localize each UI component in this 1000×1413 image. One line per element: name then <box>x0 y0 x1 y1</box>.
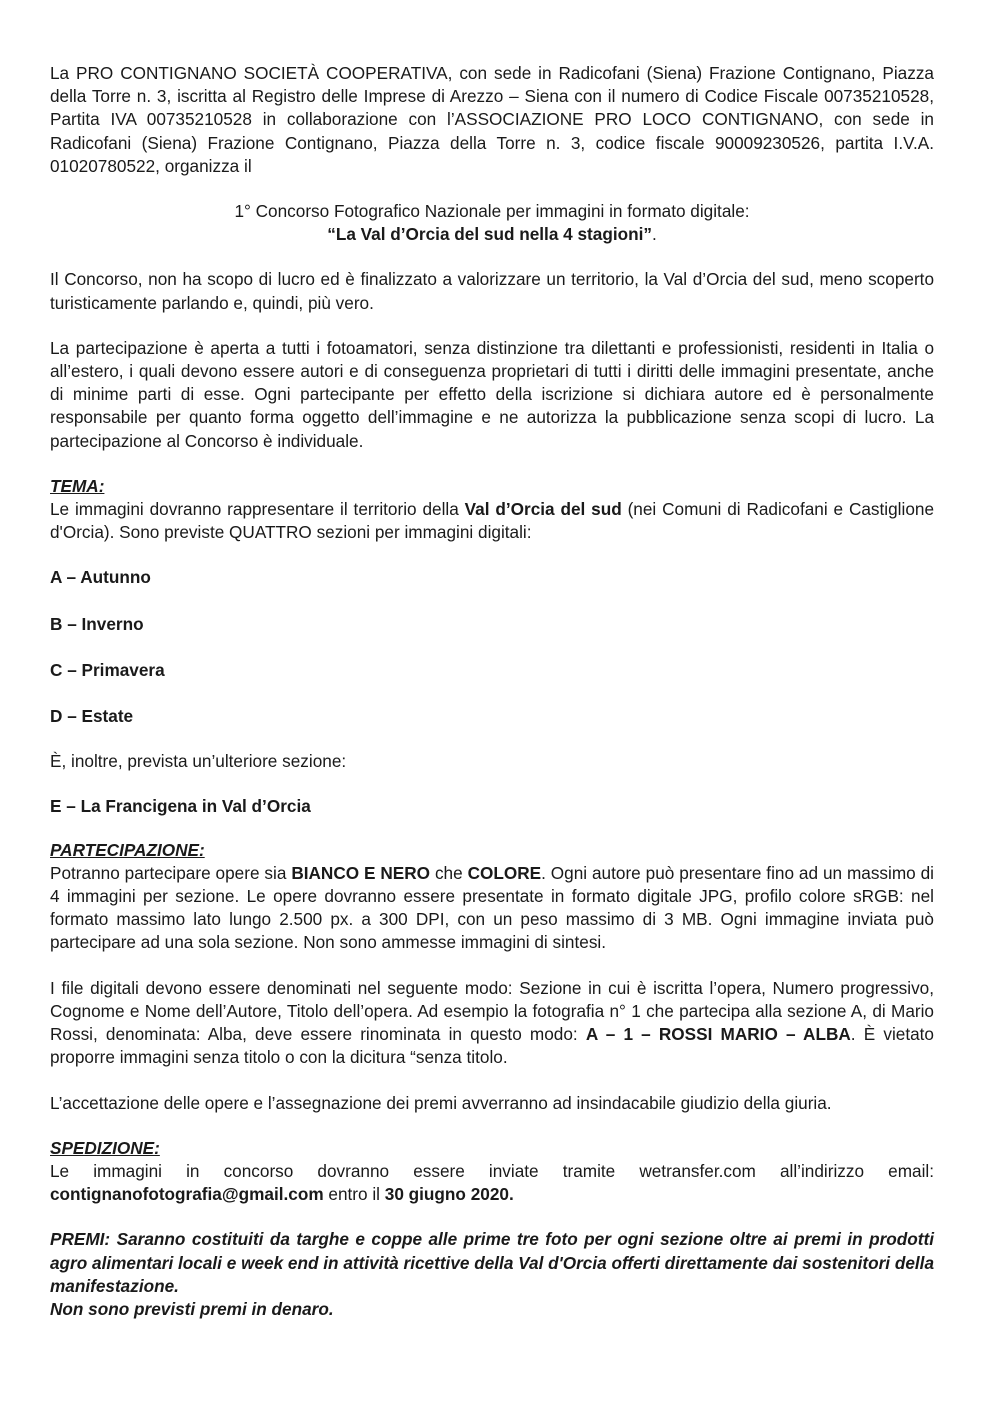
partecipazione-t2: che <box>430 862 468 883</box>
jury-paragraph: L’accettazione delle opere e l’assegnazione dei premi avverranno ad insindacabile giudizio della giuria. <box>50 1092 832 1113</box>
spedizione-paragraph <box>50 1160 934 1206</box>
files-naming-paragraph <box>50 977 934 1070</box>
spedizione-deadline: 30 giugno 2020. <box>384 1184 514 1205</box>
tema-paragraph <box>50 498 934 544</box>
participation-open-paragraph: La partecipazione è aperta a tutti i fotoamatori, senza distinzione tra dilettanti e professionisti, residenti in Italia o all’estero, i quali devono essere autori e di conseguenza proprietari di tutti i diritti delle immagini presentate, anche di minime parti di esse. Ogni partecipante per effetto della iscrizione si dichiara autore ed è personalmente responsabile per quanto forma oggetto dell’immagine e ne autorizza la pubblicazione senza scopi di lucro. La partecipazione al Concorso è individuale. <box>50 337 934 451</box>
premi-no-money: Non sono previsti premi in denaro. <box>50 1298 334 1319</box>
section-item-b: B – Inverno <box>50 613 144 634</box>
partecipazione-heading: PARTECIPAZIONE: <box>50 839 205 860</box>
partecipazione-b1: BIANCO E NERO <box>291 862 431 883</box>
purpose-paragraph: Il Concorso, non ha scopo di lucro ed è finalizzato a valorizzare un territorio, la Val d’Orcia del sud, meno scoperto turisticamente parlando e, quindi, più vero. <box>50 269 934 313</box>
contest-title-end: . <box>651 224 657 245</box>
contest-line: 1° Concorso Fotografico Nazionale per immagini in formato digitale: <box>234 201 750 222</box>
tema-heading: TEMA: <box>50 475 105 496</box>
contest-title-block <box>50 200 934 246</box>
premi-paragraph: PREMI: Saranno costituiti da targhe e coppe alle prime tre foto per ogni sezione oltre ai premi in prodotti agro alimentari locali e week end in attività ricettive della Val d'Orcia offerti direttamente dai sostenitori della manifestazione. <box>50 1229 934 1296</box>
section-item-a: A – Autunno <box>50 567 151 588</box>
section-item-c: C – Primavera <box>50 659 165 680</box>
contest-title-text: “La Val d’Orcia del sud nella 4 stagioni” <box>327 224 652 245</box>
partecipazione-t1: Potranno partecipare opere sia <box>50 862 292 883</box>
contest-title <box>50 223 934 246</box>
partecipazione-t3: . Ogni autore può presentare fino ad un massimo di 4 immagini per sezione. Le opere dovranno essere presentate in formato digitale JPG, profilo colore sRGB: nel formato massimo lato lungo 2.500 px. a 300 DPI, con un peso massimo di 3 MB. Ogni immagine inviata può partecipare ad una sola sezione. Non sono ammesse immagini di sintesi. <box>50 862 935 953</box>
files-text-a: I file digitali devono essere denominati nel seguente modo: Sezione in cui è iscritta l’opera, Numero progressivo, Cognome e Nome dell’Autore, Titolo dell’opera. Ad esempio la fotografia n° 1 che partecipa alla sezione A, di Mario Rossi, denominata: Alba, deve essere rinominata in questo modo: <box>50 977 934 1045</box>
partecipazione-b2: COLORE <box>467 862 542 883</box>
section-item-e: E – La Francigena in Val d’Orcia <box>50 796 311 817</box>
tema-text-bold: Val d’Orcia del sud <box>464 499 622 520</box>
tema-text-b: (nei Comuni di Radicofani e Castiglione d'Orcia). Sono previste QUATTRO sezioni per immagini digitali: <box>50 499 934 543</box>
spedizione-t2: entro il <box>323 1184 385 1205</box>
spedizione-t1: Le immagini in concorso dovranno essere inviate tramite wetransfer.com all’indirizzo email: <box>50 1160 934 1181</box>
files-text-b: . È vietato proporre immagini senza titolo o con la dicitura “senza titolo. <box>50 1024 934 1068</box>
extra-section-intro: È, inoltre, prevista un’ulteriore sezione: <box>50 751 347 772</box>
files-example: A – 1 – ROSSI MARIO – ALBA <box>585 1024 851 1045</box>
intro-paragraph: La PRO CONTIGNANO SOCIETÀ COOPERATIVA, con sede in Radicofani (Siena) Frazione Contignano, Piazza della Torre n. 3, iscritta al Registro delle Imprese di Arezzo – Siena con il numero di Codice Fiscale 00735210528, Partita IVA 00735210528 in collaborazione con l’ASSOCIAZIONE PRO LOCO CONTIGNANO, con sede in Radicofani (Siena) Frazione Contignano, Piazza della Torre n. 3, codice fiscale 90009230526, partita I.V.A. 01020780522, organizza il <box>50 63 934 176</box>
partecipazione-paragraph <box>50 862 934 955</box>
tema-text-a: Le immagini dovranno rappresentare il territorio della <box>50 499 465 520</box>
section-item-d: D – Estate <box>50 706 134 727</box>
spedizione-email: contignanofotografia@gmail.com <box>50 1184 324 1205</box>
spedizione-heading: SPEDIZIONE: <box>50 1137 160 1158</box>
